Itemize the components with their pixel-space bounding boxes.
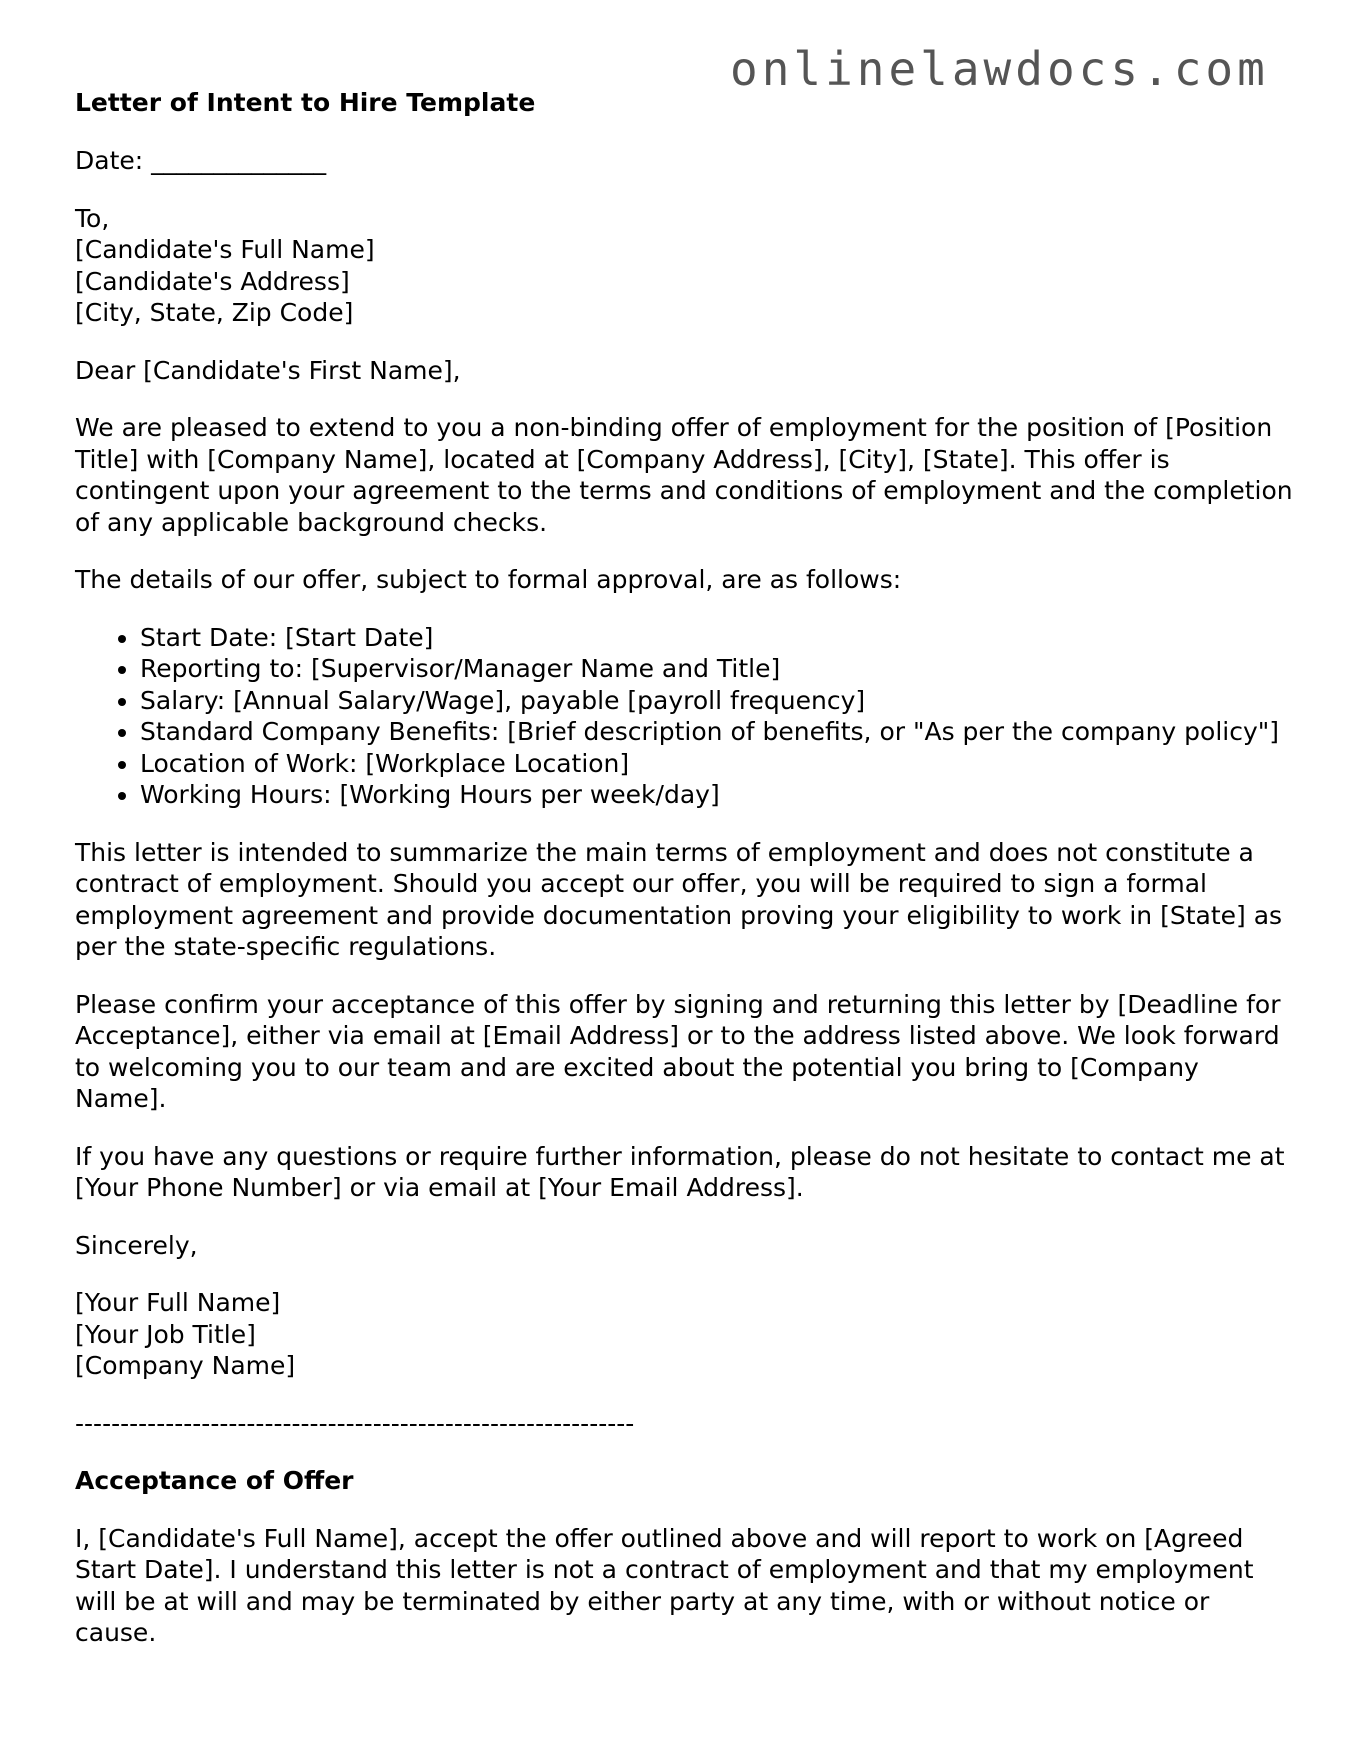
list-item: • Standard Company Benefits: [Brief description of benefits, or "As per the company policy"] xyxy=(140,716,1295,748)
list-item: • Start Date: [Start Date] xyxy=(140,622,1295,654)
confirm-paragraph: Please confirm your acceptance of this offer by signing and returning this letter by [Deadline for Acceptance], either via email at [Email Address] or to the address listed above. We look forward to welcoming you to our team and are excited about the potential you bring to [Company Name]. xyxy=(75,989,1281,1113)
signature-name: [Your Full Name] xyxy=(75,1288,281,1317)
acceptance-text: I, [Candidate's Full Name], accept the offer outlined above and will report to work on [Agreed Start Date]. I understand this letter is not a contract of employment and that my employment will be at will and may be terminated by either party at any time, with or without notice or cause. xyxy=(75,1523,1254,1647)
list-item: • Salary: [Annual Salary/Wage], payable [payroll frequency] xyxy=(140,685,1295,717)
signature-job-title: [Your Job Title] xyxy=(75,1319,256,1349)
signature-block xyxy=(75,1287,1295,1382)
signature-company: [Company Name] xyxy=(75,1351,296,1380)
date-line: Date: ______________ xyxy=(75,146,327,175)
summary-paragraph: This letter is intended to summarize the main terms of employment and does not constitute a contract of employment. Should you accept our offer, you will be required to sign a formal employment agreement and provide documentation proving your eligibility to work in [State] as per the state-specific regulations. xyxy=(75,837,1283,961)
list-item: • Working Hours: [Working Hours per week/day] xyxy=(140,779,1295,811)
questions-paragraph: If you have any questions or require further information, please do not hesitate to contact me at [Your Phone Number] or via email at [Your Email Address]. xyxy=(75,1141,1285,1202)
recipient-name: [Candidate's Full Name] xyxy=(75,235,375,264)
watermark: onlinelawdocs.com xyxy=(730,42,1269,96)
intro-paragraph: We are pleased to extend to you a non-binding offer of employment for the position of [Position Title] with [Company Name], located at [Company Address], [City], [State]. This offer is contingent upon your agreement to the terms and conditions of employment and the completion of any applicable background checks. xyxy=(75,413,1293,537)
recipient-to: To, xyxy=(75,203,110,233)
separator-line: -------------------------------------------------------------- xyxy=(75,1408,635,1438)
list-item: • Location of Work: [Workplace Location] xyxy=(140,748,1295,780)
recipient-block xyxy=(75,203,1295,329)
acceptance-heading: Acceptance of Offer xyxy=(75,1466,354,1495)
offer-details-list xyxy=(75,622,1295,811)
document-title: Letter of Intent to Hire Template xyxy=(75,88,536,117)
letter-body xyxy=(75,145,1295,1675)
recipient-address: [Candidate's Address] xyxy=(75,266,350,296)
salutation: Dear [Candidate's First Name], xyxy=(75,355,461,385)
closing: Sincerely, xyxy=(75,1230,198,1260)
list-item: • Reporting to: [Supervisor/Manager Name and Title] xyxy=(140,653,1295,685)
recipient-city: [City, State, Zip Code] xyxy=(75,298,354,327)
details-intro: The details of our offer, subject to formal approval, are as follows: xyxy=(75,565,902,594)
